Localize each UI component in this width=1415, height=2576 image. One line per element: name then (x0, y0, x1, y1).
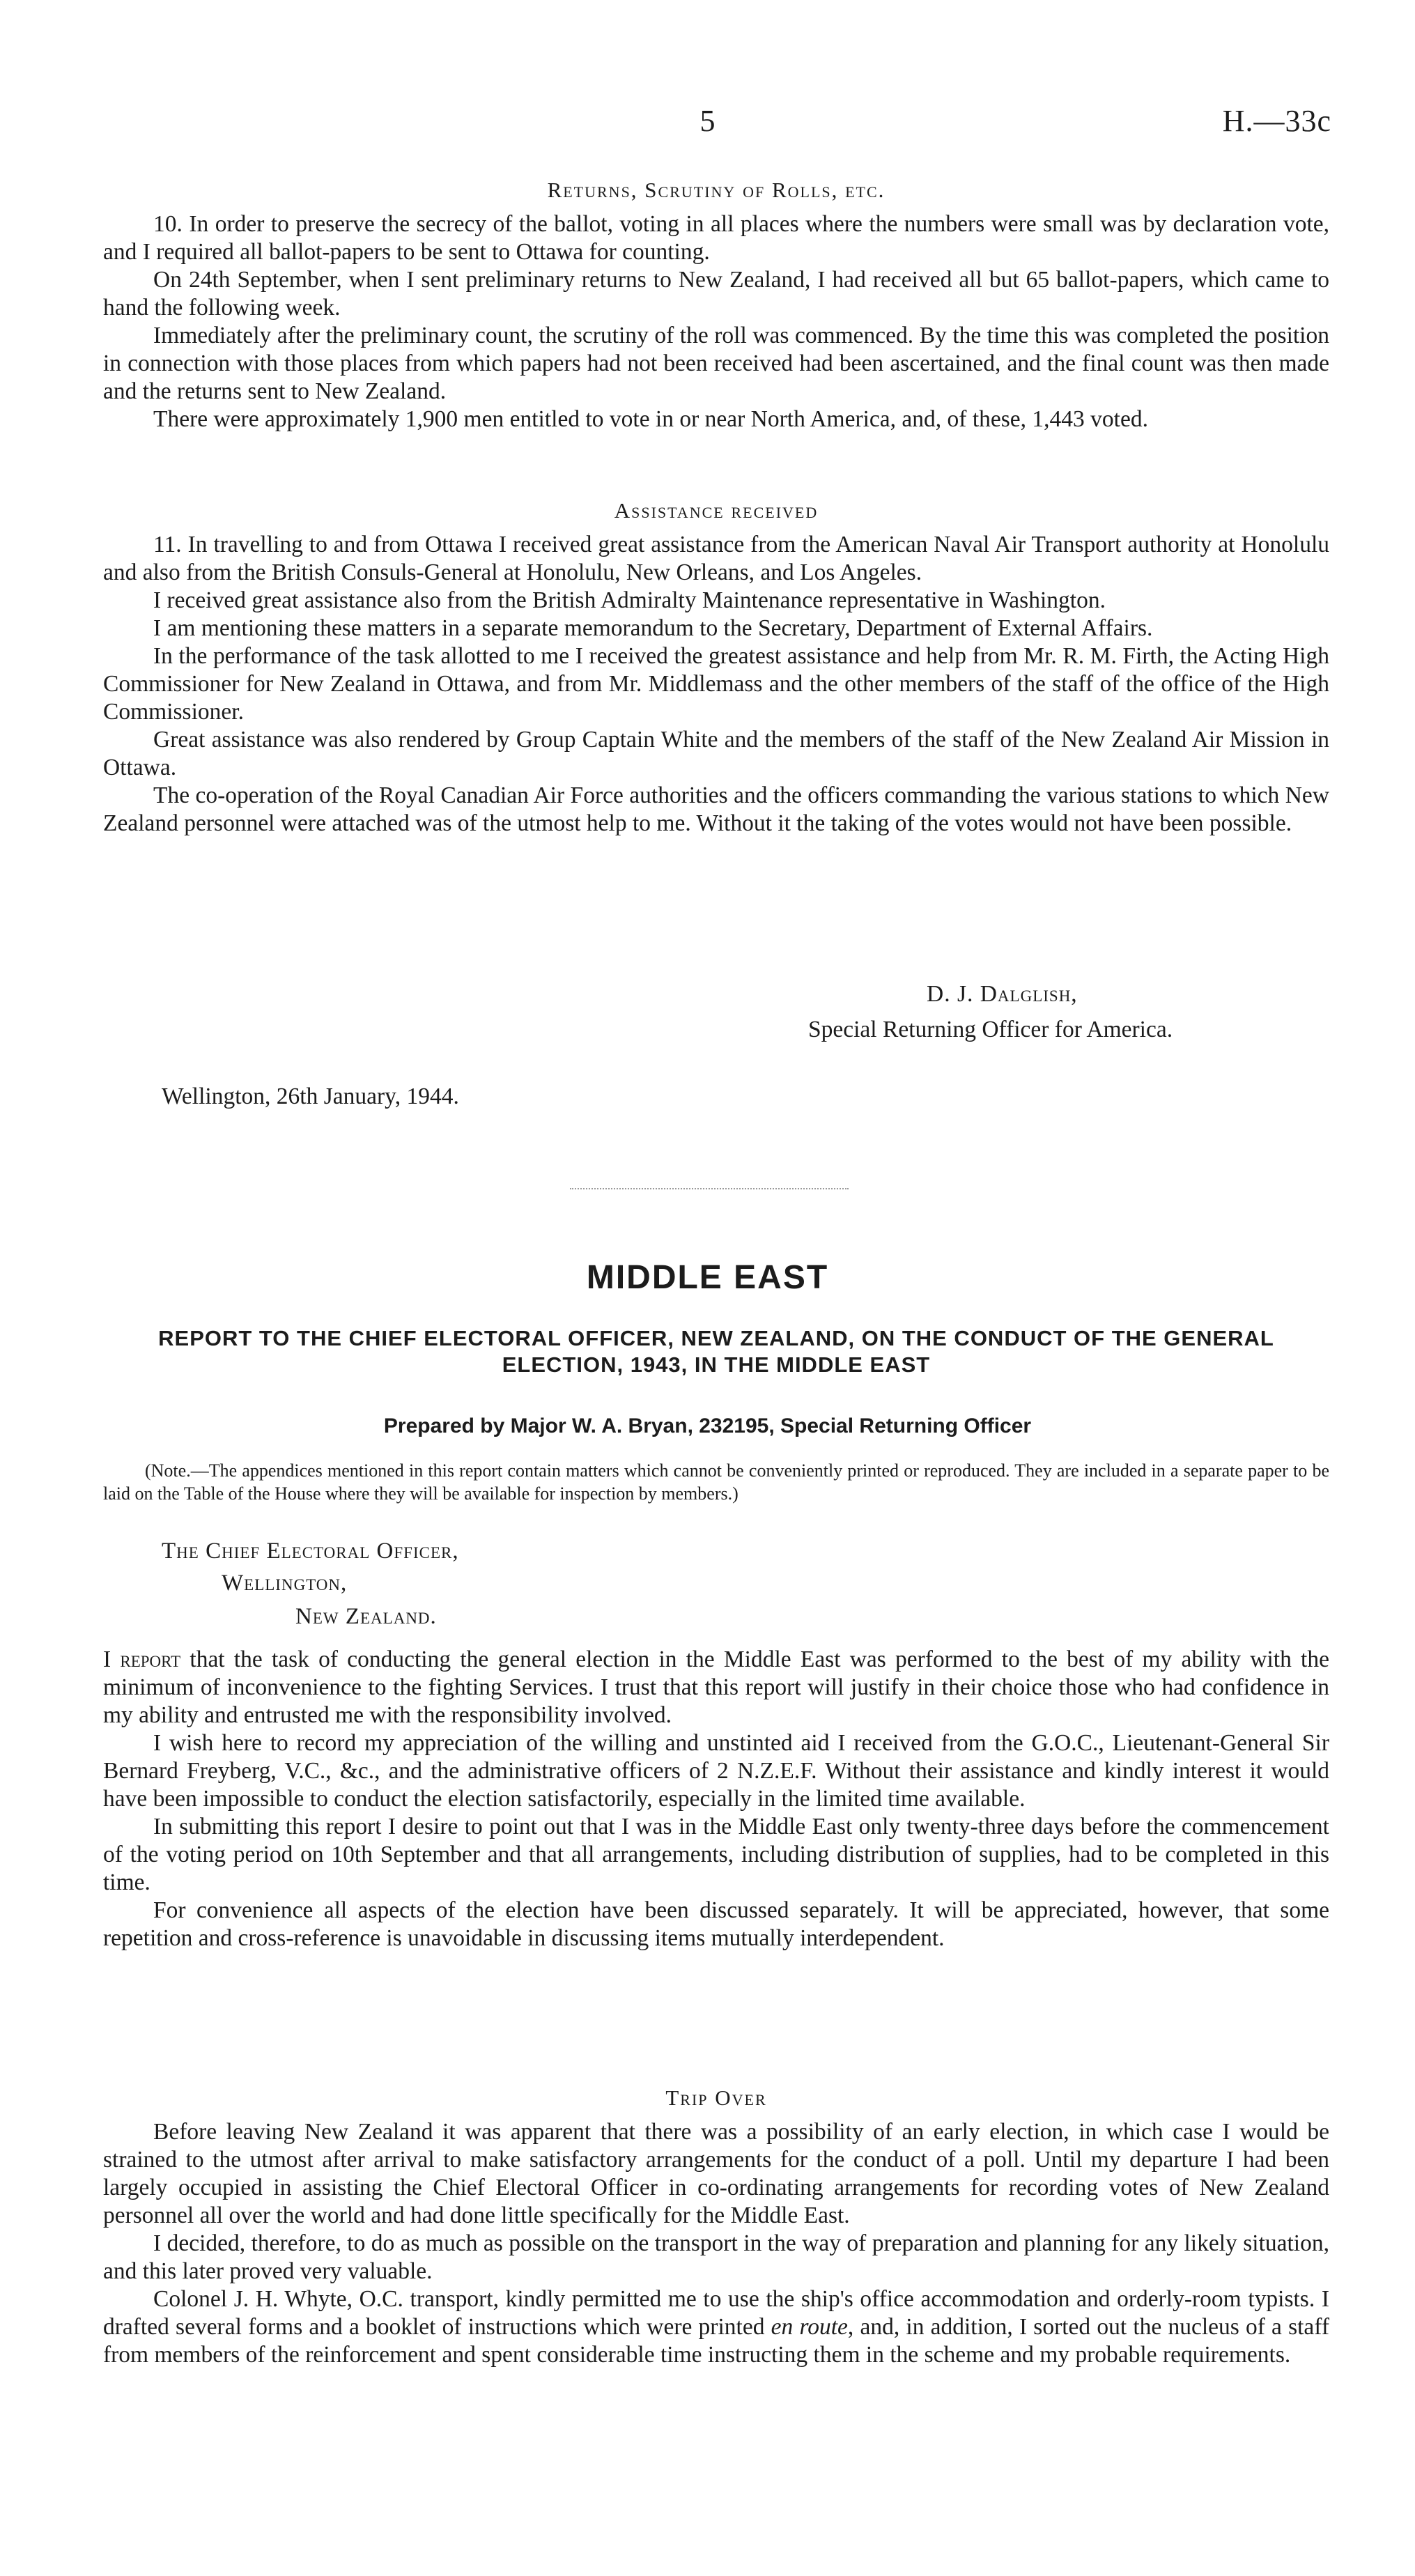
section-divider (570, 1188, 849, 1189)
paragraph: I am mentioning these matters in a separate memorandum to the Secretary, Department of External Affairs. (153, 615, 1153, 641)
trip-heading: Trip Over (665, 2085, 767, 2110)
assistance-body (103, 531, 1329, 838)
paragraph: There were approximately 1,900 men entitled to vote in or near North America, and, of these, 1,443 voted. (153, 406, 1148, 432)
document-code: H.—33c (1222, 104, 1331, 138)
paragraph: The co-operation of the Royal Canadian Air Force authorities and the officers commanding the various stations to which New Zealand personnel were attached was of the utmost help to me. Without it the taking of the votes would not have been possible. (103, 782, 1329, 836)
middle-east-title: MIDDLE EAST (586, 1259, 829, 1296)
report-lead-text: that the task of conducting the general election in the Middle East was performed to the best of my ability with the minimum of inconvenience to the fighting Services. I trust that this report will justify in their choice those who had confidence in my ability and entrusted me with the responsibility involved. (103, 1646, 1329, 1728)
signature-name: D. J. Dalglish, (927, 981, 1078, 1007)
place-date: Wellington, 26th January, 1944. (162, 1083, 459, 1109)
paragraph (103, 1646, 1329, 1729)
paragraph (103, 2285, 1329, 2369)
paragraph: In submitting this report I desire to point out that I was in the Middle East only twenty-three days before the commencement of the voting period on 10th September and that all arrangements, including distribution of supplies, had to be completed in this time. (103, 1814, 1329, 1895)
text-run: Colonel J. H. Whyte, O.C. transport, kindly permitted me to use the ship's office accommodation and orderly-room typists. I drafted several forms and a booklet of instructions which were printed (103, 2286, 1329, 2340)
paragraph: In the performance of the task allotted to me I received the greatest assistance and help from Mr. R. M. Firth, the Acting High Commissioner for New Zealand in Ottawa, and from Mr. Middlemass and the other members of the staff of the office of the High Commissioner. (103, 643, 1329, 725)
paragraph: I received great assistance also from the British Admiralty Maintenance representative in Washington. (153, 587, 1106, 613)
italic-phrase: en route (771, 2314, 848, 2340)
paragraph: Great assistance was also rendered by Group Captain White and the members of the staff of the New Zealand Air Mission in Ottawa. (103, 727, 1329, 780)
trip-body (103, 2118, 1329, 2369)
address-line-2: Wellington, (222, 1571, 348, 1596)
paragraph: 11. In travelling to and from Ottawa I received great assistance from the American Naval Air Transport authority at Honolulu and also from the British Consuls-General at Honolulu, New Orleans, and Los Angeles. (103, 532, 1329, 585)
page-number: 5 (699, 104, 716, 138)
paragraph: For convenience all aspects of the election have been discussed separately. It will be appreciated, however, that some repetition and cross-reference is unavoidable in discussing items mutually interdependent. (103, 1897, 1329, 1951)
report-lead: I report (103, 1646, 181, 1672)
assistance-heading: Assistance received (614, 498, 819, 523)
address-line-3: New Zealand. (295, 1604, 437, 1629)
paragraph: Immediately after the preliminary count, the scrutiny of the roll was commenced. By the time this was completed the position in connection with those places from which papers had not been received had been ascertained, and the final count was then made and the returns sent to New Zealand. (103, 323, 1329, 404)
signature-title: Special Returning Officer for America. (808, 1017, 1173, 1042)
paragraph: On 24th September, when I sent preliminary returns to New Zealand, I had received all but 65 ballot-papers, which came to hand the following week. (103, 267, 1329, 321)
paragraph: 10. In order to preserve the secrecy of the ballot, voting in all places where the numbers were small was by declaration vote, and I required all ballot-papers to be sent to Ottawa for counting. (103, 211, 1329, 265)
text-run: , and, in addition, I sorted out the nucleus of a staff from members of the reinforcement and spent considerable time instructing them in the scheme and my probable requirements. (103, 2314, 1330, 2368)
note (103, 1459, 1329, 1505)
paragraph: Before leaving New Zealand it was apparent that there was a possibility of an early election, in which case I would be strained to the utmost after arrival to make satisfactory arrangements for the conduct of a poll. Until my departure I had been largely occupied in assisting the Chief Electoral Officer in co-ordinating arrangements for recording votes of New Zealand personnel all over the world and had done little specifically for the Middle East. (103, 2119, 1329, 2228)
report-title: REPORT TO THE CHIEF ELECTORAL OFFICER, NEW ZEALAND, ON THE CONDUCT OF THE GENERAL ELECTION, 1943, IN THE MIDDLE EAST (158, 1326, 1274, 1377)
note-text: (Note.—The appendices mentioned in this report contain matters which cannot be conveniently printed or reproduced. They are included in a separate paper to be laid on the Table of the House where they will be available for inspection by members.) (103, 1460, 1329, 1504)
returns-body (103, 210, 1329, 433)
address-line-1: The Chief Electoral Officer, (162, 1538, 459, 1564)
paragraph: I decided, therefore, to do as much as possible on the transport in the way of preparation and planning for any likely situation, and this later proved very valuable. (103, 2230, 1329, 2284)
middle-east-body (103, 1646, 1329, 1952)
returns-heading: Returns, Scrutiny of Rolls, etc. (547, 178, 886, 202)
paragraph: I wish here to record my appreciation of the willing and unstinted aid I received from the G.O.C., Lieutenant-General Sir Bernard Freyberg, V.C., &c., and the administrative officers of 2 N.Z.E.F. Without their assistance and kindly interest it would have been impossible to conduct the election satisfactorily, especially in the limited time available. (103, 1730, 1329, 1812)
prepared-by: Prepared by Major W. A. Bryan, 232195, Special Returning Officer (383, 1414, 1032, 1437)
